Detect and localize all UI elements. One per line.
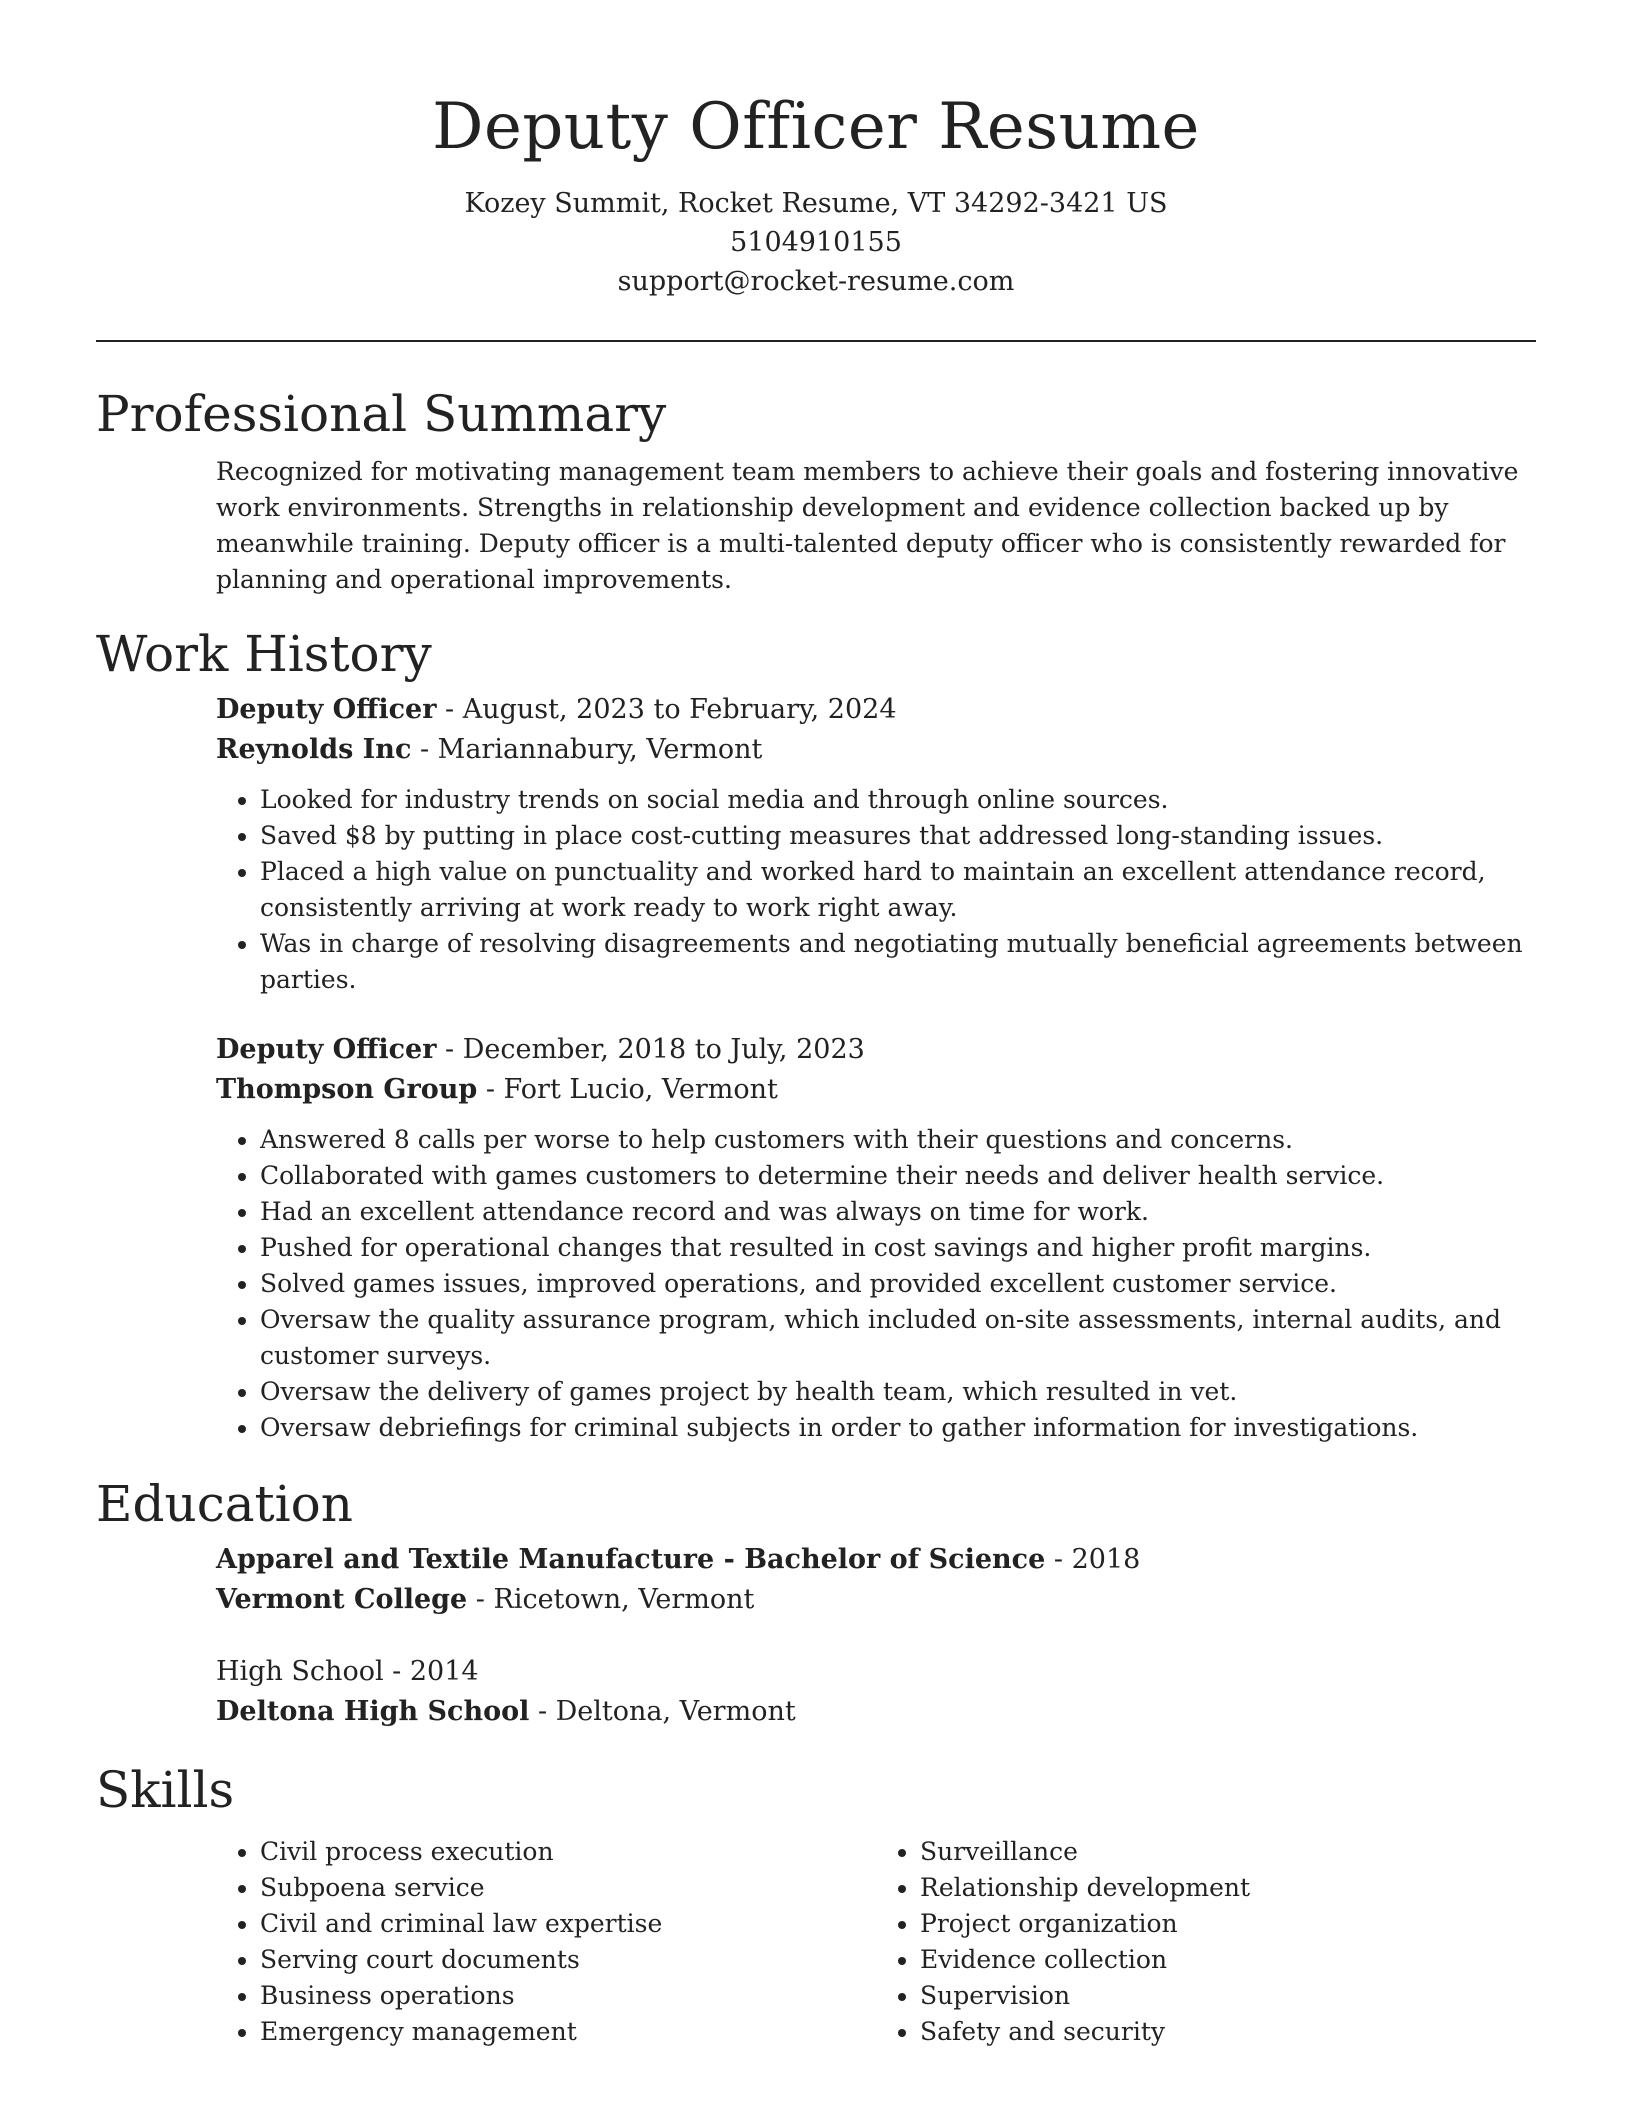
education-entry xyxy=(216,1540,1536,1620)
skills-grid xyxy=(216,1826,1536,2050)
section-title-summary: Professional Summary xyxy=(96,385,667,443)
resume-content xyxy=(96,378,1536,2050)
list-item: • Saved $8 by putting in place cost-cutting measures that addressed long-standing issues. xyxy=(260,818,1536,854)
education-year: - 2014 xyxy=(383,1656,479,1687)
section-title-education: Education xyxy=(96,1475,353,1533)
job-role: Deputy Officer xyxy=(216,694,437,725)
skill-item: • Relationship development xyxy=(920,1870,1536,1906)
skill-item: • Subpoena service xyxy=(260,1870,876,1906)
list-item: • Looked for industry trends on social media and through online sources. xyxy=(260,782,1536,818)
education-location: - Deltona, Vermont xyxy=(529,1696,796,1727)
education-entry xyxy=(216,1652,1536,1732)
section-title-work-history: Work History xyxy=(96,625,432,683)
job-company-line xyxy=(216,730,1536,770)
skill-item: • Business operations xyxy=(260,1978,876,2014)
job-bullets xyxy=(216,782,1536,998)
job-role-line xyxy=(216,690,1536,730)
skills-list-right xyxy=(876,1834,1536,2050)
skill-item: • Serving court documents xyxy=(260,1942,876,1978)
contact-phone: 5104910155 xyxy=(730,227,902,258)
job-bullets xyxy=(216,1122,1536,1446)
education-year: - 2018 xyxy=(1045,1544,1141,1575)
section-skills xyxy=(96,1754,1536,2050)
job-company: Reynolds Inc xyxy=(216,734,412,765)
education-degree: High School xyxy=(216,1656,384,1687)
education-school-line xyxy=(216,1580,1536,1620)
contact-email: support@rocket-resume.com xyxy=(617,266,1015,297)
skill-item: • Supervision xyxy=(920,1978,1536,2014)
skill-item: • Civil and criminal law expertise xyxy=(260,1906,876,1942)
skill-item: • Safety and security xyxy=(920,2014,1536,2050)
education-school: Deltona High School xyxy=(216,1696,530,1727)
job-role-line xyxy=(216,1030,1536,1070)
job-entry xyxy=(216,1030,1536,1446)
list-item: • Solved games issues, improved operations, and provided excellent customer service. xyxy=(260,1266,1536,1302)
education-school-line xyxy=(216,1692,1536,1732)
education-degree-line xyxy=(216,1652,1536,1692)
job-dates: - August, 2023 to February, 2024 xyxy=(436,694,897,725)
resume-header xyxy=(0,0,1632,301)
section-summary xyxy=(96,378,1536,598)
list-item: • Answered 8 calls per worse to help customers with their questions and concerns. xyxy=(260,1122,1536,1158)
skill-item: • Civil process execution xyxy=(260,1834,876,1870)
education-location: - Ricetown, Vermont xyxy=(467,1584,755,1615)
skill-item: • Emergency management xyxy=(260,2014,876,2050)
education-degree: Apparel and Textile Manufacture - Bachelor of Science xyxy=(216,1544,1046,1575)
section-work-history xyxy=(96,618,1536,1446)
job-company-line xyxy=(216,1070,1536,1110)
contact-address: Kozey Summit, Rocket Resume, VT 34292-3421 US xyxy=(464,188,1168,219)
section-education xyxy=(96,1468,1536,1732)
skill-item: • Surveillance xyxy=(920,1834,1536,1870)
skill-item: • Project organization xyxy=(920,1906,1536,1942)
list-item: • Collaborated with games customers to determine their needs and deliver health service. xyxy=(260,1158,1536,1194)
section-title-skills: Skills xyxy=(96,1761,235,1819)
contact-block xyxy=(0,184,1632,301)
job-location: - Mariannabury, Vermont xyxy=(411,734,763,765)
resume-title: Deputy Officer Resume xyxy=(432,90,1200,164)
list-item: • Oversaw debriefings for criminal subjects in order to gather information for investigations. xyxy=(260,1410,1536,1446)
list-item: • Placed a high value on punctuality and worked hard to maintain an excellent attendance record, consistently arriving at work ready to work right away. xyxy=(260,854,1536,926)
list-item: • Oversaw the quality assurance program, which included on-site assessments, internal audits, and customer surveys. xyxy=(260,1302,1536,1374)
job-entry xyxy=(216,690,1536,998)
summary-text: Recognized for motivating management team members to achieve their goals and fostering innovative work environments. Strengths in relationship development and evidence collection backed up by meanwhile training. Deputy officer is a multi-talented deputy officer who is consistently rewarded for planning and operational improvements. xyxy=(216,457,1519,594)
job-location: - Fort Lucio, Vermont xyxy=(477,1074,778,1105)
list-item: • Oversaw the delivery of games project by health team, which resulted in vet. xyxy=(260,1374,1536,1410)
job-role: Deputy Officer xyxy=(216,1034,437,1065)
list-item: • Pushed for operational changes that resulted in cost savings and higher profit margins. xyxy=(260,1230,1536,1266)
job-company: Thompson Group xyxy=(216,1074,478,1105)
list-item: • Had an excellent attendance record and was always on time for work. xyxy=(260,1194,1536,1230)
list-item: • Was in charge of resolving disagreements and negotiating mutually beneficial agreements between parties. xyxy=(260,926,1536,998)
skill-item: • Evidence collection xyxy=(920,1942,1536,1978)
education-degree-line xyxy=(216,1540,1536,1580)
education-school: Vermont College xyxy=(216,1584,468,1615)
job-dates: - December, 2018 to July, 2023 xyxy=(436,1034,865,1065)
skills-list-left xyxy=(216,1834,876,2050)
header-divider xyxy=(96,340,1536,342)
